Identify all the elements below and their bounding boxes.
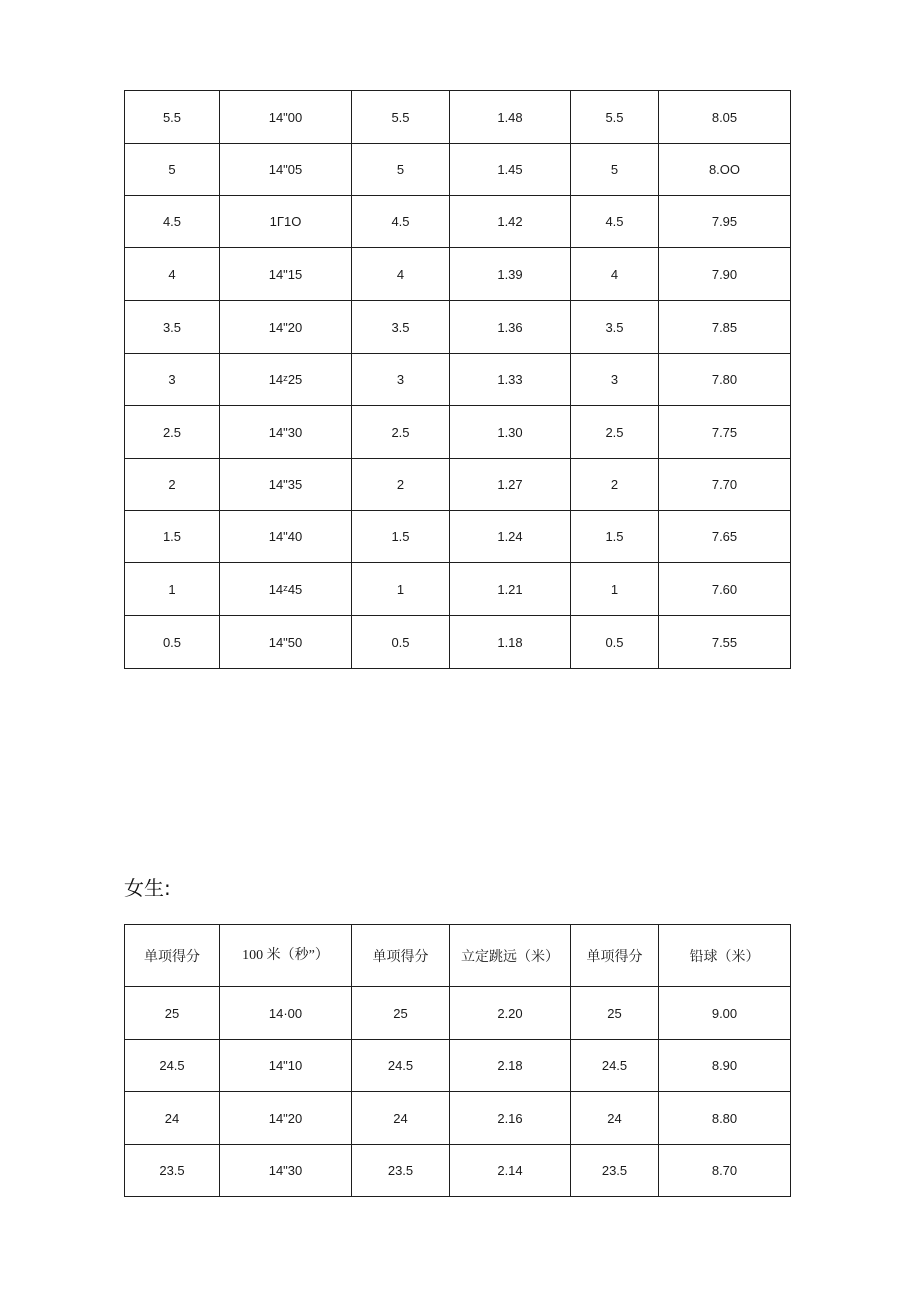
table-cell: 8.80 — [659, 1092, 791, 1145]
table-cell: 1.48 — [450, 91, 571, 144]
table-cell: 5.5 — [571, 91, 659, 144]
table-cell: 24 — [571, 1092, 659, 1145]
header-cell-standing-long-jump: 立定跳远（米） — [450, 925, 571, 987]
table-cell: 23.5 — [571, 1145, 659, 1197]
table-cell: 1.30 — [450, 406, 571, 459]
table-cell: 1.21 — [450, 563, 571, 616]
table-cell: 24.5 — [571, 1040, 659, 1092]
table-cell: 1 — [125, 563, 220, 616]
table-cell: 14"20 — [220, 1092, 352, 1145]
table-cell: 4 — [125, 248, 220, 301]
table-cell: 0.5 — [571, 616, 659, 669]
table-cell: 9.00 — [659, 987, 791, 1040]
table-cell: 5 — [352, 144, 450, 196]
table-cell: 25 — [571, 987, 659, 1040]
table-cell: 4.5 — [571, 196, 659, 248]
header-cell-score-3: 单项得分 — [571, 925, 659, 987]
table-cell: 8.OO — [659, 144, 791, 196]
table-cell: 25 — [352, 987, 450, 1040]
table-row — [125, 144, 791, 196]
table-cell: 1Γ1O — [220, 196, 352, 248]
table-cell: 24 — [125, 1092, 220, 1145]
table-cell: 0.5 — [125, 616, 220, 669]
table-cell: 2.16 — [450, 1092, 571, 1145]
table-cell: 1.5 — [571, 511, 659, 563]
table-row — [125, 301, 791, 354]
table-cell: 14"10 — [220, 1040, 352, 1092]
table-cell: 4.5 — [352, 196, 450, 248]
table-cell: 1.42 — [450, 196, 571, 248]
table-cell: 8.05 — [659, 91, 791, 144]
table-cell: 14"00 — [220, 91, 352, 144]
table-cell: 5 — [125, 144, 220, 196]
table-cell: 2.5 — [352, 406, 450, 459]
table-cell: 23.5 — [352, 1145, 450, 1197]
table-cell: 3 — [571, 354, 659, 406]
table-cell: 7.80 — [659, 354, 791, 406]
table-cell: 2 — [125, 459, 220, 511]
table-row — [125, 459, 791, 511]
table-cell: 14ᶻ45 — [220, 563, 352, 616]
table-cell: 3.5 — [352, 301, 450, 354]
table-cell: 3 — [125, 354, 220, 406]
table-cell: 4 — [352, 248, 450, 301]
table-cell: 5 — [571, 144, 659, 196]
table-row — [125, 1040, 791, 1092]
table-row — [125, 196, 791, 248]
table-cell: 24 — [352, 1092, 450, 1145]
table-cell: 2.5 — [571, 406, 659, 459]
table-cell: 7.85 — [659, 301, 791, 354]
table-cell: 1.18 — [450, 616, 571, 669]
table-cell: 7.60 — [659, 563, 791, 616]
table-row — [125, 1145, 791, 1197]
table-row — [125, 616, 791, 669]
table-cell: 5.5 — [125, 91, 220, 144]
male-score-table — [124, 90, 791, 669]
table-cell: 3 — [352, 354, 450, 406]
header-cell-score-1: 单项得分 — [125, 925, 220, 987]
table-cell: 5.5 — [352, 91, 450, 144]
table-cell: 14"50 — [220, 616, 352, 669]
table-row — [125, 511, 791, 563]
table-cell: 14"35 — [220, 459, 352, 511]
table-cell: 1.45 — [450, 144, 571, 196]
table-cell: 2.18 — [450, 1040, 571, 1092]
table-cell: 1.5 — [352, 511, 450, 563]
table-row — [125, 354, 791, 406]
table-cell: 14ᶻ25 — [220, 354, 352, 406]
header-cell-shot-put: 铅球（米） — [659, 925, 791, 987]
table-cell: 7.70 — [659, 459, 791, 511]
table-cell: 1.27 — [450, 459, 571, 511]
table-cell: 2 — [352, 459, 450, 511]
table-cell: 24.5 — [125, 1040, 220, 1092]
table-cell: 24.5 — [352, 1040, 450, 1092]
table-cell: 7.55 — [659, 616, 791, 669]
table-cell: 25 — [125, 987, 220, 1040]
table-cell: 1.5 — [125, 511, 220, 563]
table-row — [125, 1092, 791, 1145]
female-score-table-body — [125, 925, 791, 1197]
header-cell-100m: 100 米（秒”） — [220, 925, 352, 987]
table-cell: 14"05 — [220, 144, 352, 196]
table-cell: 2.14 — [450, 1145, 571, 1197]
table-cell: 2 — [571, 459, 659, 511]
table-cell: 7.90 — [659, 248, 791, 301]
table-row — [125, 406, 791, 459]
table-cell: 1.36 — [450, 301, 571, 354]
table-cell: 7.75 — [659, 406, 791, 459]
male-score-table-body — [125, 91, 791, 669]
table-cell: 1 — [571, 563, 659, 616]
table-cell: 14"30 — [220, 406, 352, 459]
table-cell: 14"15 — [220, 248, 352, 301]
female-section-title: 女生: — [124, 876, 171, 900]
table-cell: 0.5 — [352, 616, 450, 669]
female-score-table — [124, 924, 791, 1197]
table-cell: 1.33 — [450, 354, 571, 406]
table-cell: 8.90 — [659, 1040, 791, 1092]
table-cell: 1 — [352, 563, 450, 616]
table-row — [125, 91, 791, 144]
table-cell: 8.70 — [659, 1145, 791, 1197]
table-cell: 14"30 — [220, 1145, 352, 1197]
table-cell: 2.5 — [125, 406, 220, 459]
table-cell: 14"40 — [220, 511, 352, 563]
table-row — [125, 563, 791, 616]
header-cell-score-2: 单项得分 — [352, 925, 450, 987]
table-cell: 4 — [571, 248, 659, 301]
table-row — [125, 987, 791, 1040]
table-cell: 7.95 — [659, 196, 791, 248]
table-cell: 3.5 — [571, 301, 659, 354]
table-header-row — [125, 925, 791, 987]
table-cell: 7.65 — [659, 511, 791, 563]
table-cell: 3.5 — [125, 301, 220, 354]
table-row — [125, 248, 791, 301]
table-cell: 1.24 — [450, 511, 571, 563]
table-cell: 2.20 — [450, 987, 571, 1040]
table-cell: 14"20 — [220, 301, 352, 354]
table-cell: 4.5 — [125, 196, 220, 248]
table-cell: 1.39 — [450, 248, 571, 301]
table-cell: 23.5 — [125, 1145, 220, 1197]
table-cell: 14·00 — [220, 987, 352, 1040]
